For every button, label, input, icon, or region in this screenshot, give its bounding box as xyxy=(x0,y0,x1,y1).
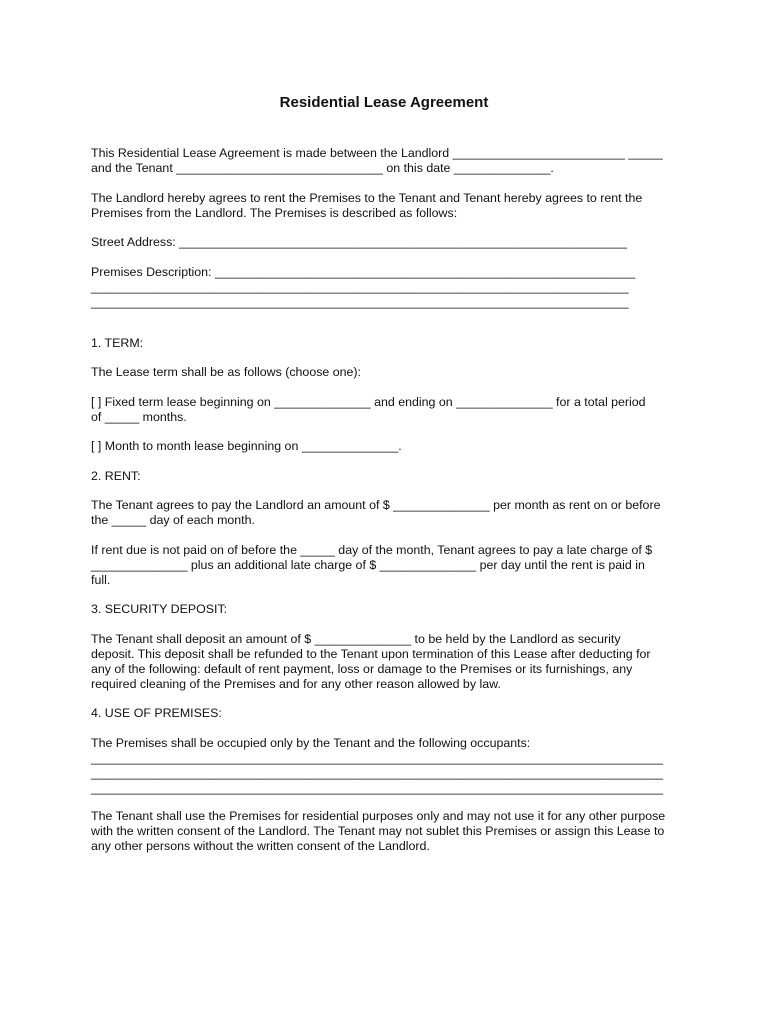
document-body xyxy=(91,146,691,868)
security-deposit-heading: 3. SECURITY DEPOSIT: xyxy=(91,602,228,616)
premises-intro-line-2: Premises from the Landlord. The Premises is described as follows: xyxy=(91,205,458,220)
premises-intro-paragraph xyxy=(91,191,691,221)
fixed-term-line-2: of _____ months. xyxy=(91,409,187,424)
late-charge-line-1: If rent due is not paid on of before the _____ day of the month, Tenant agrees to pay a late charge of $ xyxy=(91,542,653,557)
security-deposit-line-1: The Tenant shall deposit an amount of $ ______________ to be held by the Landlord as security xyxy=(91,631,621,646)
intro-line-1: This Residential Lease Agreement is made between the Landlord _________________________ _____ xyxy=(91,146,663,160)
security-deposit-line-3: any of the following: default of rent payment, loss or damage to the Premises or its furnishings, any xyxy=(91,661,633,676)
occupants-paragraph xyxy=(91,736,691,796)
late-charge-line-3: full. xyxy=(91,572,111,587)
street-address-field: Street Address: _________________________________________________________________ xyxy=(91,235,628,249)
security-deposit-paragraph xyxy=(91,632,691,692)
premises-description-line-2: ______________________________________________________________________________ xyxy=(91,279,629,294)
rent-payment-line-2: the _____ day of each month. xyxy=(91,513,255,527)
use-of-premises-heading: 4. USE OF PREMISES: xyxy=(91,706,222,720)
fixed-term-line-1: [ ] Fixed term lease beginning on ______________ and ending on ______________ for a total period xyxy=(91,394,646,409)
occupant-line-3: ___________________________________________________________________________________ xyxy=(91,780,663,795)
month-to-month-option: [ ] Month to month lease beginning on ______________. xyxy=(91,439,402,453)
rent-heading: 2. RENT: xyxy=(91,468,141,483)
premises-description-line-3: ______________________________________________________________________________ xyxy=(91,294,629,309)
term-heading: 1. TERM: xyxy=(91,335,144,350)
occupants-text: The Premises shall be occupied only by the Tenant and the following occupants: xyxy=(91,735,531,750)
use-restrictions-line-3: any other persons without the written consent of the Landlord. xyxy=(91,838,430,853)
intro-paragraph xyxy=(91,146,691,176)
rent-payment-line-1: The Tenant agrees to pay the Landlord an amount of $ ______________ per month as rent on or before xyxy=(91,498,661,512)
occupant-line-2: ___________________________________________________________________________________ xyxy=(91,765,663,780)
rent-payment-paragraph xyxy=(91,498,691,528)
use-restrictions-paragraph xyxy=(91,809,691,854)
security-deposit-line-2: deposit. This deposit shall be refunded to the Tenant upon termination of this Lease after deducting for xyxy=(91,646,651,661)
premises-intro-line-1: The Landlord hereby agrees to rent the Premises to the Tenant and Tenant hereby agrees to rent the xyxy=(91,190,643,205)
occupant-line-1: ___________________________________________________________________________________ xyxy=(91,750,663,765)
security-deposit-line-4: required cleaning of the Premises and for any other reason allowed by law. xyxy=(91,676,501,691)
late-charge-line-2: ______________ plus an additional late charge of $ ______________ per day until the rent is paid in xyxy=(91,557,645,572)
intro-line-2: and the Tenant ______________________________ on this date ______________. xyxy=(91,161,554,175)
late-charge-paragraph xyxy=(91,543,691,588)
premises-description-field xyxy=(91,265,691,310)
use-restrictions-line-1: The Tenant shall use the Premises for residential purposes only and may not use it for any other purpose xyxy=(91,808,666,823)
document-title: Residential Lease Agreement xyxy=(279,94,489,111)
premises-description-line-1: Premises Description: _____________________________________________________________ xyxy=(91,264,636,279)
fixed-term-option xyxy=(91,395,691,425)
term-intro: The Lease term shall be as follows (choose one): xyxy=(91,365,361,379)
use-restrictions-line-2: with the written consent of the Landlord. The Tenant may not sublet this Premises or assign this Lease to xyxy=(91,823,665,838)
